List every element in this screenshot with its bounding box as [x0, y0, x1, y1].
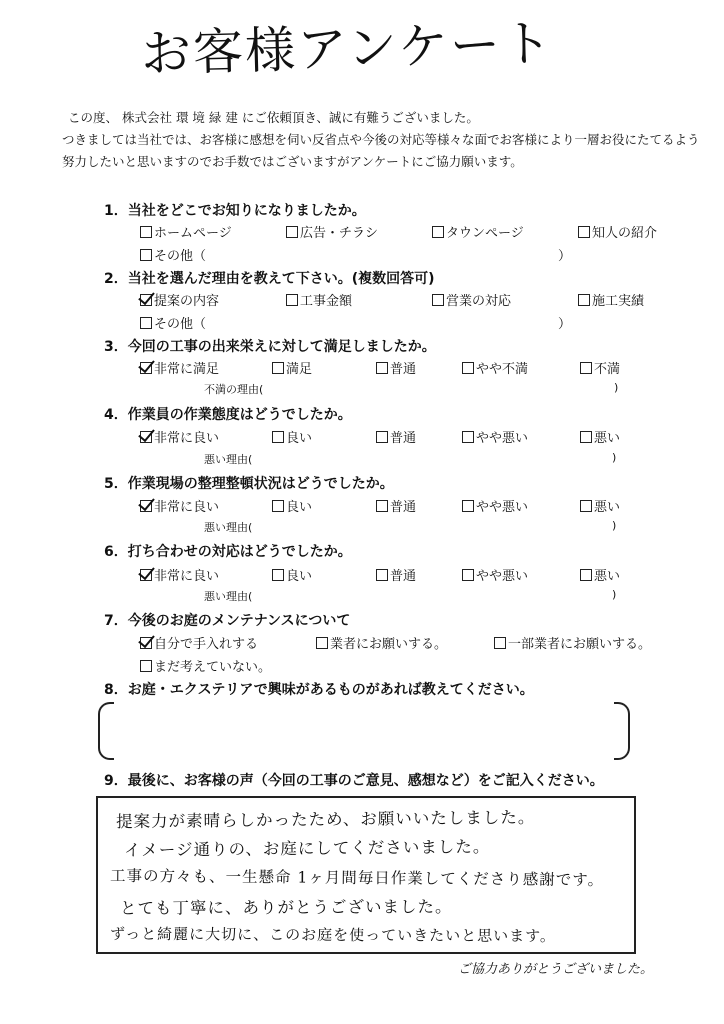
checkbox[interactable]	[140, 660, 152, 672]
checkbox[interactable]	[462, 500, 474, 512]
q3-reason-label: 不満の理由(	[204, 383, 264, 396]
checkbox[interactable]	[578, 294, 590, 306]
checkbox[interactable]	[580, 362, 592, 374]
checkbox[interactable]	[580, 569, 592, 581]
question-6: 6．打ち合わせの対応はどうでしたか。	[104, 544, 352, 560]
q8-answer-bracket-right	[614, 702, 630, 760]
checkbox[interactable]	[140, 226, 152, 238]
q1-option-2[interactable]: 広告・チラシ	[286, 222, 378, 241]
checkbox[interactable]	[272, 362, 284, 374]
checkbox[interactable]	[376, 569, 388, 581]
handwritten-line-1: 提案力が素晴らしかったため、お願いいたしました。	[115, 807, 536, 832]
checkbox[interactable]	[462, 569, 474, 581]
question-3: 3．今回の工事の出来栄えに対して満足しましたか。	[104, 339, 436, 355]
q3-option-5[interactable]: 不満	[580, 358, 620, 377]
q2-option-1[interactable]: 提案の内容	[140, 290, 219, 309]
checkbox-checked[interactable]	[140, 362, 152, 374]
checkbox[interactable]	[316, 637, 328, 649]
checkbox[interactable]	[578, 226, 590, 238]
q8-answer-bracket-left	[98, 702, 114, 760]
handwritten-line-3: 工事の方々も、一生懸命 1ヶ月間毎日作業してくださり感謝です。	[109, 866, 605, 890]
q2-option-2[interactable]: 工事金額	[286, 290, 352, 309]
intro-line-1: この度、 株式会社 環 境 緑 建 にご依頼頂き、誠に有難うございました。	[68, 110, 479, 125]
question-2: 2．当社を選んだ理由を教えて下さい。(複数回答可)	[104, 271, 435, 287]
q1-option-1[interactable]: ホームページ	[140, 222, 232, 241]
checkbox[interactable]	[462, 431, 474, 443]
intro-line-2: つきましては当社では、お客様に感想を伺い反省点や今後の対応等様々な面でお客様により一層お役にたてるよう	[62, 132, 700, 147]
handwritten-line-5: ずっと綺麗に大切に、このお庭を使っていきたいと思います。	[109, 924, 556, 946]
q5-option-1[interactable]: 非常に良い	[140, 496, 219, 515]
question-8: 8．お庭・エクステリアで興味があるものがあれば教えてください。	[104, 682, 534, 698]
intro-line-3: 努力したいと思いますのでお手数ではございますがアンケートにご協力願います。	[62, 154, 523, 169]
checkbox[interactable]	[272, 500, 284, 512]
q4-option-4[interactable]: やや悪い	[462, 427, 528, 446]
checkbox-checked[interactable]	[140, 637, 152, 649]
checkbox[interactable]	[272, 569, 284, 581]
q4-option-3[interactable]: 普通	[376, 427, 416, 446]
q6-option-1[interactable]: 非常に良い	[140, 565, 219, 584]
checkbox-checked[interactable]	[140, 431, 152, 443]
checkbox-checked[interactable]	[140, 569, 152, 581]
q6-option-4[interactable]: やや悪い	[462, 565, 528, 584]
q5-option-3[interactable]: 普通	[376, 496, 416, 515]
q1-other[interactable]: その他（	[140, 245, 206, 264]
checkbox[interactable]	[376, 362, 388, 374]
q3-option-1[interactable]: 非常に満足	[140, 358, 219, 377]
q5-reason-close: )	[612, 519, 617, 532]
q4-reason-label: 悪い理由(	[204, 453, 253, 466]
question-5: 5．作業現場の整理整頓状況はどうでしたか。	[104, 476, 394, 492]
checkbox[interactable]	[376, 431, 388, 443]
q2-option-4[interactable]: 施工実績	[578, 290, 644, 309]
q4-option-1[interactable]: 非常に良い	[140, 427, 219, 446]
q3-option-2[interactable]: 満足	[272, 358, 312, 377]
q3-option-4[interactable]: やや不満	[462, 358, 528, 377]
checkbox[interactable]	[462, 362, 474, 374]
q7-option-1[interactable]: 自分で手入れする	[140, 633, 258, 652]
handwritten-line-2: イメージ通りの、お庭にしてくださいました。	[123, 837, 491, 860]
checkbox-checked[interactable]	[140, 294, 152, 306]
q6-option-3[interactable]: 普通	[376, 565, 416, 584]
q2-option-3[interactable]: 営業の対応	[432, 290, 511, 309]
q6-option-2[interactable]: 良い	[272, 565, 312, 584]
checkbox[interactable]	[272, 431, 284, 443]
checkbox-checked[interactable]	[140, 500, 152, 512]
thanks-message: ご協力ありがとうございました。	[458, 962, 654, 977]
question-4: 4．作業員の作業態度はどうでしたか。	[104, 407, 352, 423]
q1-other-close: ）	[558, 249, 572, 264]
page-title: お客様アンケート	[140, 14, 555, 83]
q5-option-4[interactable]: やや悪い	[462, 496, 528, 515]
checkbox[interactable]	[494, 637, 506, 649]
checkbox[interactable]	[580, 431, 592, 443]
checkbox[interactable]	[286, 294, 298, 306]
q7-option-3[interactable]: 一部業者にお願いする。	[494, 633, 651, 652]
q4-reason-close: )	[612, 451, 617, 464]
checkbox[interactable]	[432, 226, 444, 238]
q3-reason-close: )	[614, 381, 619, 394]
q2-other[interactable]: その他（	[140, 313, 206, 332]
q7-option-4[interactable]: まだ考えていない。	[140, 656, 271, 675]
checkbox[interactable]	[140, 317, 152, 329]
q1-option-4[interactable]: 知人の紹介	[578, 222, 657, 241]
q2-other-close: ）	[558, 317, 572, 332]
q7-option-2[interactable]: 業者にお願いする。	[316, 633, 447, 652]
q4-option-2[interactable]: 良い	[272, 427, 312, 446]
checkbox[interactable]	[580, 500, 592, 512]
q4-option-5[interactable]: 悪い	[580, 427, 620, 446]
checkbox[interactable]	[140, 249, 152, 261]
q5-option-2[interactable]: 良い	[272, 496, 312, 515]
checkbox[interactable]	[376, 500, 388, 512]
q5-reason-label: 悪い理由(	[204, 521, 253, 534]
question-9: 9．最後に、お客様の声（今回の工事のご意見、感想など）をご記入ください。	[104, 773, 604, 789]
question-1: 1．当社をどこでお知りになりましたか。	[104, 203, 366, 219]
q3-option-3[interactable]: 普通	[376, 358, 416, 377]
q6-option-5[interactable]: 悪い	[580, 565, 620, 584]
checkbox[interactable]	[432, 294, 444, 306]
q6-reason-close: )	[612, 588, 617, 601]
handwritten-line-4: とても丁寧に、ありがとうございました。	[119, 897, 453, 918]
q1-option-3[interactable]: タウンページ	[432, 222, 524, 241]
q6-reason-label: 悪い理由(	[204, 590, 253, 603]
q5-option-5[interactable]: 悪い	[580, 496, 620, 515]
question-7: 7．今後のお庭のメンテナンスについて	[104, 613, 351, 629]
checkbox[interactable]	[286, 226, 298, 238]
